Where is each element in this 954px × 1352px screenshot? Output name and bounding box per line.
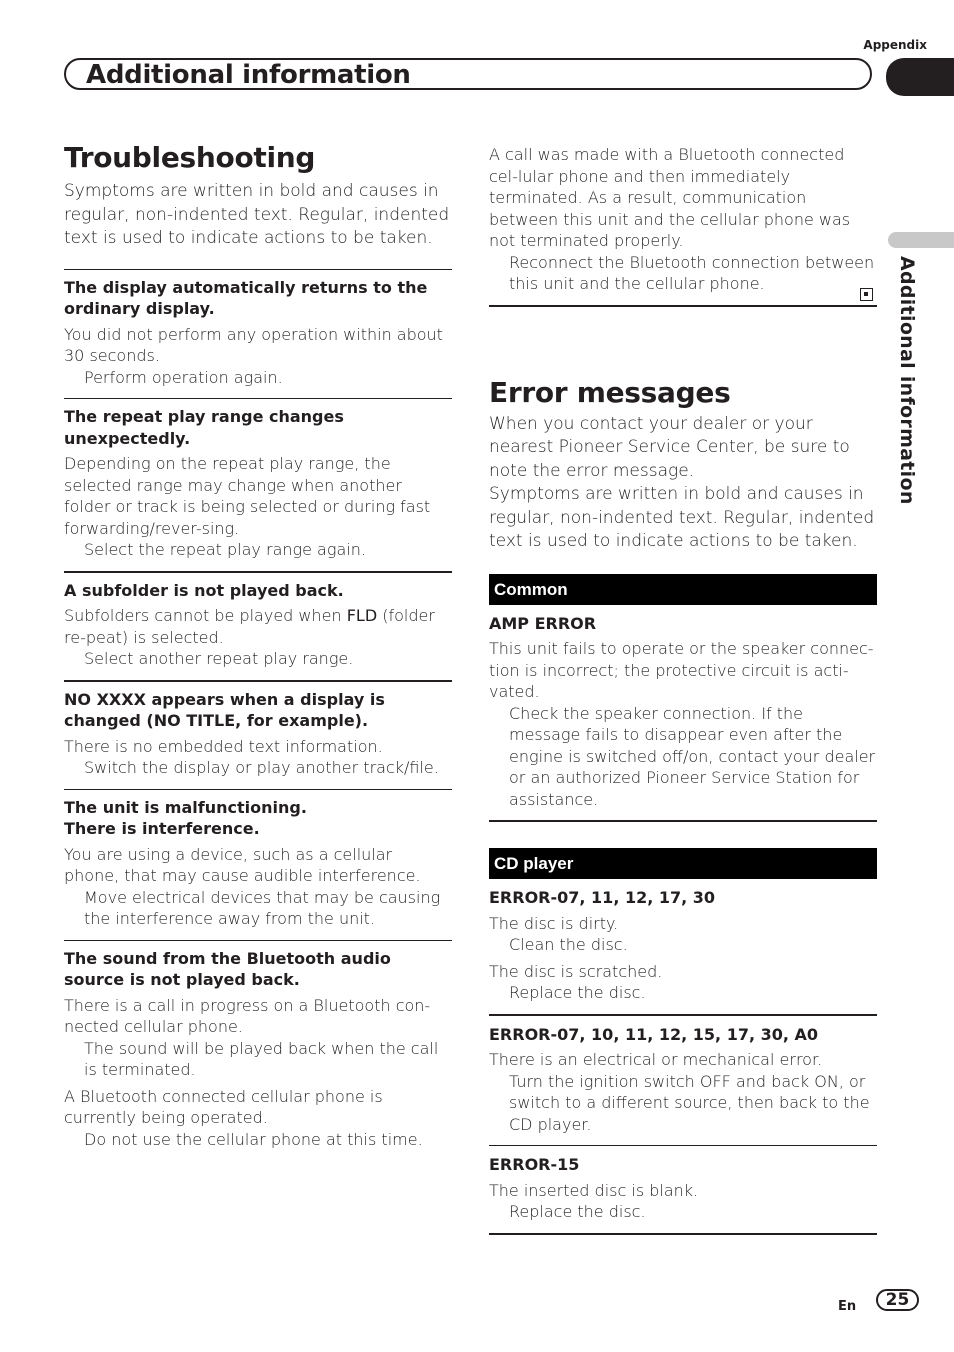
cause: Depending on the repeat play range, the selected range may change when another folder or track is being selected or during fast forwarding/rever-sing. [64,454,431,538]
error-entry [489,605,877,823]
troubleshooting-title: Troubleshooting [64,141,316,174]
section-header-title: Additional information [86,60,411,90]
cd-band-prefix: CD [494,854,519,873]
action: Switch the display or play another track/file. [84,758,439,777]
trouble-entry [64,571,452,680]
cause: The disc is scratched. [489,961,663,981]
action: Do not use the cellular phone at this time. [84,1129,423,1149]
cause-text: Subfolders cannot be played when [64,606,347,625]
cause [64,605,452,648]
cause: The disc is dirty. [489,913,619,933]
error-code: AMP ERROR [489,613,597,633]
cause: You are using a device, such as a cellular phone, that may cause audible interference. [64,844,421,885]
cause: This unit fails to operate or the speaker connec-tion is incorrect; the protective circuit is acti-vated. [489,639,874,701]
footer-language: En [838,1299,857,1314]
cause: There is no embedded text information. [64,736,383,756]
action: Replace the disc. [509,1202,646,1221]
trouble-entry [64,269,452,399]
trouble-entry [64,940,452,1161]
action: Perform operation again. [84,367,283,387]
common-band: Common [489,574,877,605]
action: Turn the ignition switch OFF and back ON, or switch to a different source, then back to the CD player. [509,1071,870,1134]
cd-band-suffix: player [518,854,574,873]
error-entry [489,1016,877,1147]
action: Select another repeat play range. [84,649,354,668]
error-code: ERROR-07, 11, 12, 17, 30 [489,888,716,907]
symptom: The unit is malfunctioning. [64,797,307,817]
troubleshooting-intro: Symptoms are written in bold and causes in regular, non-indented text. Regular, indented text is used to indicate actions to be taken. [64,181,450,248]
action: Move electrical devices that may be causing the interference away from the unit. [84,887,441,928]
side-section-label: Additional information [896,256,918,505]
cause-text: (folder re-peat) is selected. [64,606,435,647]
section-header-bar [64,58,872,90]
symptom: The repeat play range changes unexpectedly. [64,407,344,448]
trouble-entry [64,398,452,571]
trouble-entry-continued [489,144,877,307]
cause: You did not perform any operation within about 30 seconds. [64,324,443,365]
side-tab-marker [888,232,954,248]
error-intro: Symptoms are written in bold and causes in regular, non-indented text. Regular, indented text is used to indicate actions to be taken. [489,484,875,551]
symptom: There is interference. [64,819,260,838]
action: Reconnect the Bluetooth connection between this unit and the cellular phone. [509,252,875,293]
error-entry [489,879,877,1016]
cause: The inserted disc is blank. [489,1180,699,1200]
right-column [489,144,877,1235]
trouble-entry [64,789,452,940]
action: Check the speaker connection. If the message fails to disappear even after the engine is switched off/on, contact your dealer or an authorized Pioneer Service Station for assistance. [509,703,876,809]
action: The sound will be played back when the call is terminated. [84,1038,439,1079]
symptom: A subfolder is not played back. [64,580,344,600]
error-entry [489,1146,877,1235]
appendix-label: Appendix [863,38,927,52]
symptom: NO XXXX appears when a display is changed (NO TITLE, for example). [64,689,385,730]
action: Select the repeat play range again. [84,540,366,559]
cause: A Bluetooth connected cellular phone is currently being operated. [64,1086,383,1127]
error-messages-title: Error messages [489,375,731,409]
error-intro: When you contact your dealer or your nearest Pioneer Service Center, be sure to note the error message. [489,413,850,481]
cause: There is a call in progress on a Bluetooth con-nected cellular phone. [64,995,431,1036]
page-number: 25 [876,1289,919,1311]
cause: A call was made with a Bluetooth connected cel-lular phone and then immediately terminated. As a result, communication between this unit and the cellular phone was not terminated properly. [489,145,851,250]
section-end-mark-icon [860,288,873,301]
error-code: ERROR-07, 10, 11, 12, 15, 17, 30, A0 [489,1024,819,1044]
action: Replace the disc. [509,983,646,1002]
left-column [64,140,452,1160]
cause: There is an electrical or mechanical error. [489,1050,823,1069]
cd-player-band [489,848,877,879]
header-tab-marker [886,58,954,96]
error-code: ERROR-15 [489,1155,580,1174]
fld-keyword: FLD [346,606,378,625]
symptom: The sound from the Bluetooth audio source is not played back. [64,948,391,989]
symptom: The display automatically returns to the ordinary display. [64,277,428,318]
action: Clean the disc. [509,935,628,954]
trouble-entry [64,680,452,789]
